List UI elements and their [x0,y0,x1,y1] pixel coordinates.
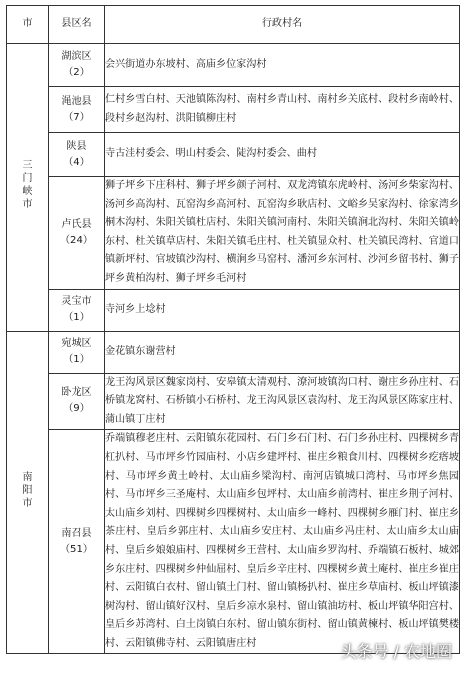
county-cell [49,44,105,87]
city-name: 南阳市 [22,472,33,510]
county-cell [49,289,105,331]
village-list: 狮子坪乡下庄科村、狮子坪乡颜子河村、双龙湾镇东虎岭村、汤河乡柴家沟村、汤河乡高沟村、瓦窑沟乡高河村、瓦窑沟乡耿店村、文峪乡吴家沟村、徐家湾乡桐木沟村、朱阳关镇杜店村、朱阳关镇河南村、朱阳关镇涧北沟村、朱阳关镇岭东村、杜关镇草店村、朱阳关镇毛庄村、杜关镇显众村、杜关镇民湾村、官道口镇新坪村、官坡镇沙沟村、横涧乡马窑村、潘河乡东河村、沙河乡留书村、狮子坪乡黄柏沟村、狮子坪乡毛河村 [105,177,460,290]
village-list: 金花镇东谢营村 [105,331,460,373]
county-cell [49,331,105,373]
village-count: （4） [63,156,90,168]
table-row [7,44,460,87]
village-count: （1） [63,312,90,324]
table-row [7,373,460,430]
county-name: 陕县 [66,140,87,152]
header-city: 市 [7,6,49,44]
village-count: （1） [63,354,90,366]
village-count: （24） [59,234,94,246]
county-cell [49,87,105,133]
table-header-row [7,6,460,44]
city-name: 三门峡市 [22,160,33,211]
village-list: 会兴街道办东坡村、高庙乡位家沟村 [105,44,460,87]
county-name: 卧龙区 [61,387,92,399]
table-row [7,289,460,331]
village-list: 乔端镇穆老庄村、云阳镇东花园村、石门乡石门村、石门乡孙庄村、四棵树乡青杠扒村、马市坪乡竹园庙村、小店乡建坪村、崔庄乡粮食川村、四棵树乡疙瘩坡村、马市坪乡黄土岭村、太山庙乡梁沟村、南河店镇城口湾村、马市坪乡焦园村、马市坪乡三圣庵村、太山庙乡包坪村、太山庙乡前湾村、崔庄乡荆子河村、太山庙乡刘村、四棵树乡四棵树村、太山庙乡一峰村、四棵树乡雁门村、崔庄乡茶庄村、皇后乡郭庄村、太山庙乡安庄村、太山庙乡冯庄村、太山庙乡太山庙村、皇后乡娘娘庙村、四棵树乡王营村、太山庙乡罗沟村、乔端镇石板村、城郊乡东庄村、四棵树乡仲仙屈村、皇后乡辛庄村、四棵树乡黄土庵村、崔庄乡崔庄村、云阳镇白衣村、留山镇土门村、留山镇杨扒村、崔庄乡草庙村、板山坪镇漆树沟村、留山镇好汉村、皇后乡凉水泉村、留山镇油坊村、板山坪镇华阳宫村、皇后乡苏湾村、白土岗镇白东村、留山镇东街村、留山镇黄楝村、板山坪镇樊楼村、云阳镇佛寺村、云阳镇唐庄村 [105,430,460,654]
city-cell [7,331,49,654]
county-cell [49,133,105,177]
watermark: 头条号 / 农地圈 [340,642,452,661]
village-count: （7） [63,111,90,123]
county-name: 灵宝市 [61,296,92,308]
header-villages: 行政村名 [105,6,460,44]
village-list: 寺古洼村委会、明山村委会、陡沟村委会、曲村 [105,133,460,177]
village-count: （51） [59,543,94,555]
table-row [7,430,460,654]
village-list: 寺河乡上埝村 [105,289,460,331]
city-cell [7,44,49,332]
table-row [7,177,460,290]
header-county: 县区名 [49,6,105,44]
county-cell [49,430,105,654]
village-list: 仁村乡雪白村、天池镇陈沟村、南村乡青山村、南村乡关底村、段村乡南岭村、段村乡赵沟村、洪阳镇柳庄村 [105,87,460,133]
table-row [7,87,460,133]
village-list-table [6,5,460,654]
county-cell [49,177,105,290]
table-row [7,331,460,373]
county-name: 卢氏县 [61,218,92,230]
county-name: 宛城区 [61,338,92,350]
table-row [7,133,460,177]
county-name: 渑池县 [61,95,92,107]
county-name: 南召县 [61,527,92,539]
county-name: 湖滨区 [61,51,92,62]
village-count: （9） [63,403,90,415]
village-list: 龙王沟风景区魏家岗村、安皋镇太清观村、潦河坡镇沟口村、谢庄乡孙庄村、石桥镇龙窝村、石桥镇小石桥村、龙王沟风景区袁沟村、龙王沟风景区陈家庄村、蒲山镇丁庄村 [105,373,460,430]
county-cell [49,373,105,430]
village-count: （2） [63,67,90,78]
